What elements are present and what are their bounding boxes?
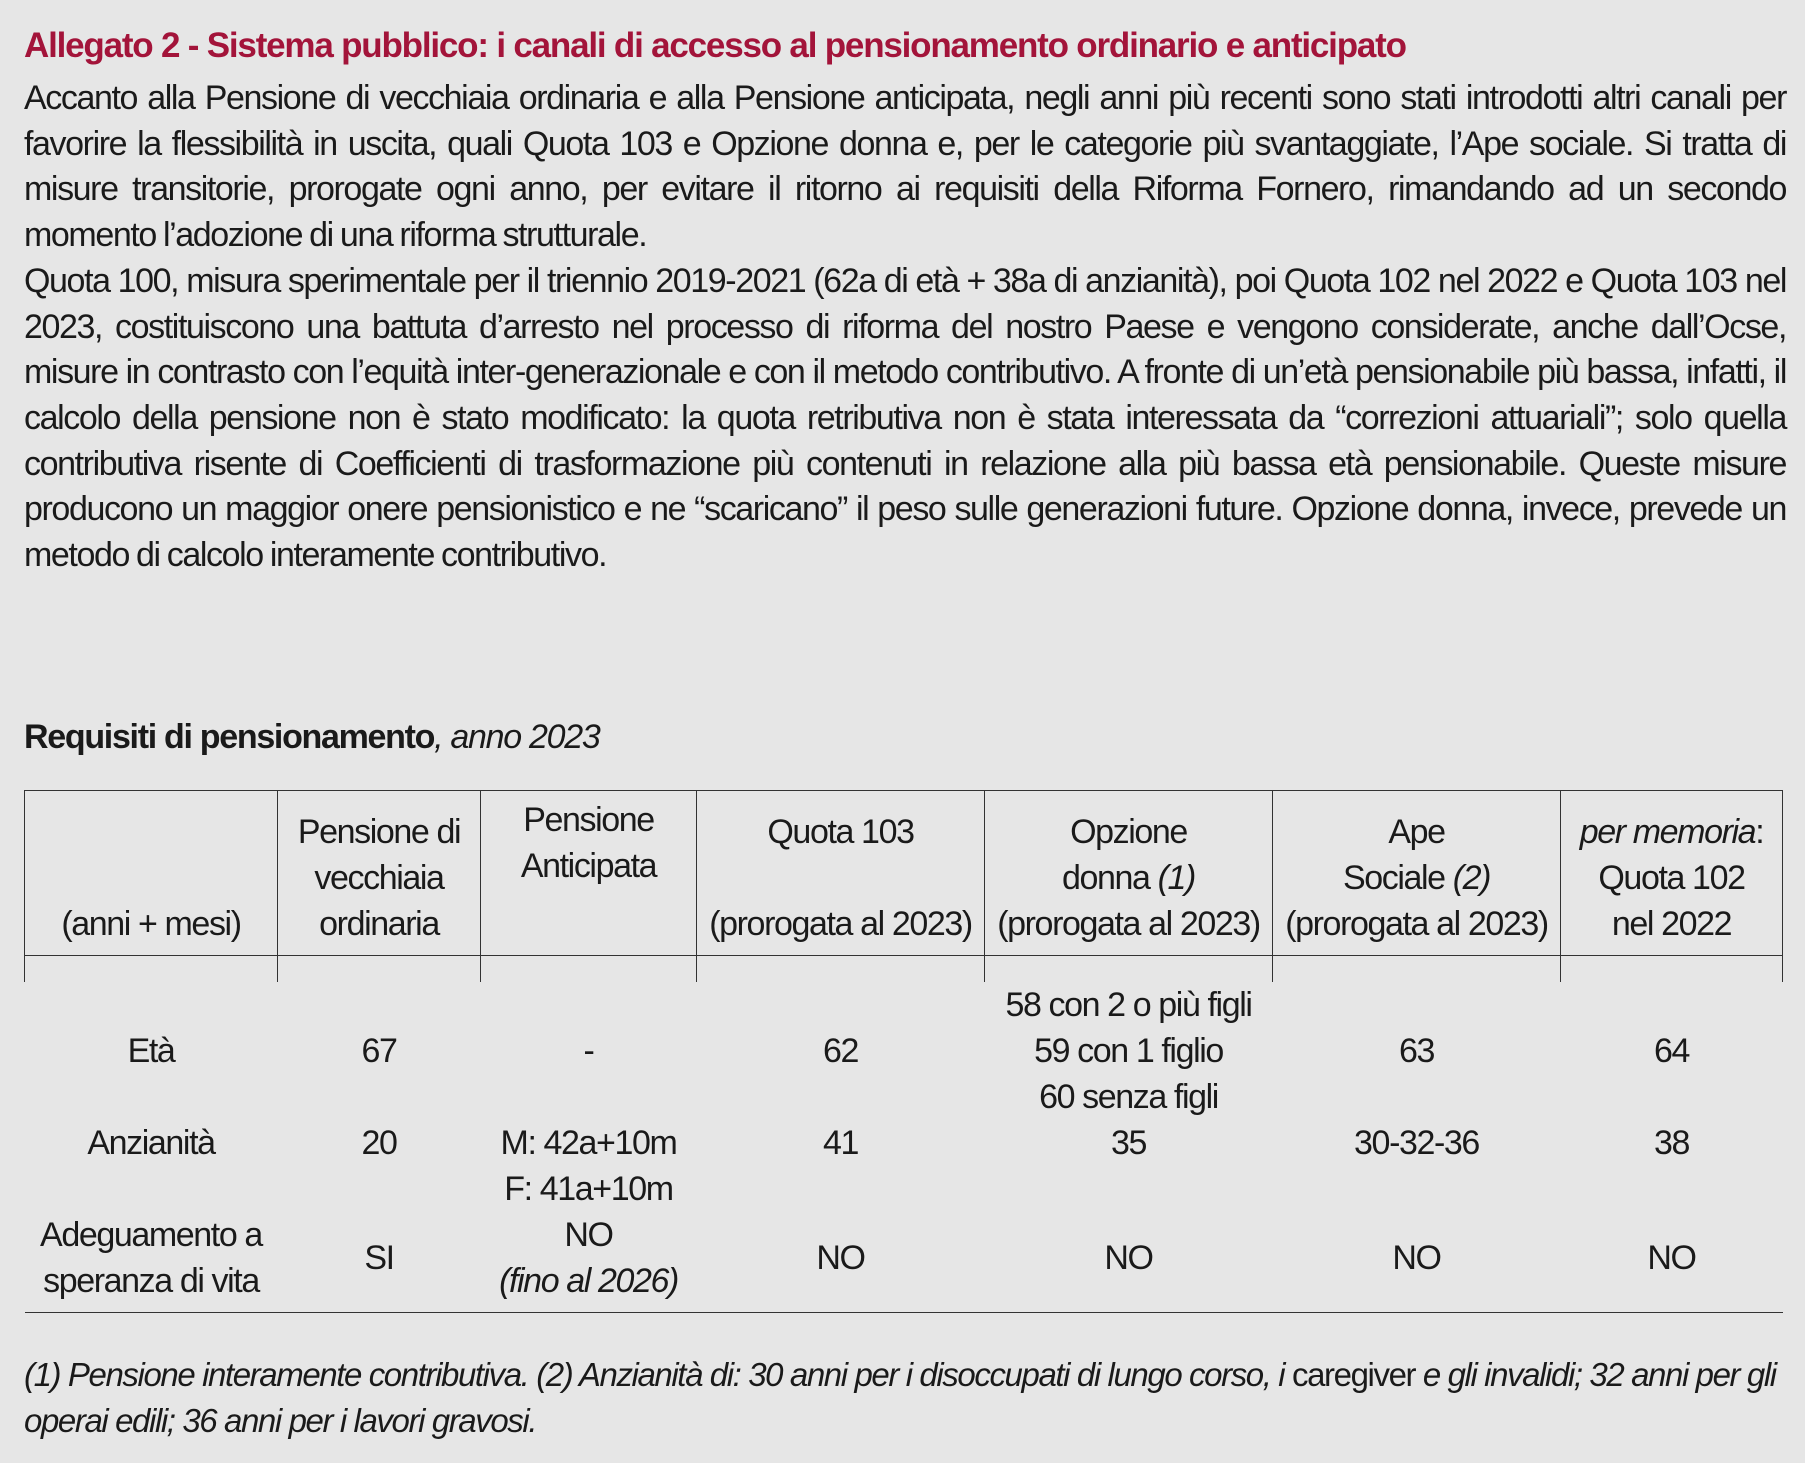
table-row-anzianita	[25, 1120, 1783, 1212]
table-spacer-row	[25, 956, 1783, 983]
cell-eta-vecchiaia: 67	[361, 1032, 397, 1070]
header-anticipata: Pensione Anticipata	[481, 791, 697, 956]
cell-adeguamento-quota-103: NO	[816, 1239, 865, 1277]
table-caption-italic: , anno 2023	[434, 718, 600, 756]
cell-anzianita-anticipata: M: 42a+10m F: 41a+10m	[500, 1124, 677, 1208]
header-ape-sociale: Ape Sociale (2) (prorogata al 2023)	[1273, 791, 1561, 956]
cell-anzianita-quota-102: 38	[1653, 1124, 1690, 1162]
header-quota-103: Quota 103 (prorogata al 2023)	[697, 791, 985, 956]
table-caption	[24, 718, 599, 757]
header-unit: (anni + mesi)	[25, 791, 278, 956]
cell-eta-ape-sociale: 63	[1398, 1032, 1435, 1070]
cell-adeguamento-quota-102: NO	[1647, 1239, 1696, 1277]
paragraph-quota: Quota 100, misura sperimentale per il triennio 2019-2021 (62a di età + 38a di anzianità), poi Quota 102 nel 2022 e Quota 103 nel 2023, costituiscono una battuta d’arresto nel processo di riforma del nostro Paese e vengono considerate, anche dall’Ocse, misure in contrasto con l’equità inter-generazionale e con il metodo contributivo. A fronte di un’età pensionabile più bassa, infatti, il calcolo della pensione non è stato modificato: la quota retributiva non è stata interessata da “correzioni attuariali”; solo quella contributiva risente di Coefficienti di trasformazione più contenuti in relazione alla più bassa età pensionabile. Queste misure producono un maggior onere pensionistico e ne “scaricano” il peso sulle generazioni future. Opzione donna, invece, prevede un metodo di calcolo interamente contributivo.	[24, 261, 1786, 575]
cell-anzianita-vecchiaia: 20	[361, 1124, 397, 1162]
cell-eta-quota-103: 62	[822, 1032, 859, 1070]
table-header-row	[25, 791, 1783, 956]
cell-eta-quota-102: 64	[1653, 1032, 1690, 1070]
table-row-eta	[25, 982, 1783, 1120]
cell-anzianita-quota-103: 41	[822, 1124, 859, 1162]
cell-adeguamento-vecchiaia: SI	[364, 1239, 394, 1277]
row-label-adeguamento: Adeguamento a speranza di vita	[40, 1216, 262, 1300]
cell-adeguamento-anticipata: NO (fino al 2026)	[499, 1216, 678, 1300]
body-text	[24, 76, 1786, 579]
cell-anzianita-ape-sociale: 30-32-36	[1354, 1124, 1479, 1162]
cell-eta-anticipata: -	[583, 1032, 594, 1070]
paragraph-intro: Accanto alla Pensione di vecchiaia ordinaria e alla Pensione anticipata, negli anni più recenti sono stati introdotti altri canali per favorire la flessibilità in uscita, quali Quota 103 e Opzione donna e, per le categorie più svantaggiate, l’Ape sociale. Si tratta di misure transitorie, prorogate ogni anno, per evitare il ritorno ai requisiti della Riforma Fornero, rimandando ad un secondo momento l’adozione di una riforma strutturale.	[24, 79, 1786, 255]
row-label-eta: Età	[127, 1032, 175, 1070]
cell-anzianita-opzione-donna: 35	[1110, 1124, 1147, 1162]
table-row-adeguamento	[25, 1212, 1783, 1313]
header-opzione-donna: Opzione donna (1) (prorogata al 2023)	[985, 791, 1273, 956]
table-caption-bold: Requisiti di pensionamento	[24, 718, 435, 756]
cell-adeguamento-ape-sociale: NO	[1392, 1239, 1441, 1277]
cell-eta-opzione-donna: 58 con 2 o più figli 59 con 1 figlio 60 senza figli	[1005, 986, 1252, 1116]
cell-adeguamento-opzione-donna: NO	[1104, 1239, 1153, 1277]
table-footnote: (1) Pensione interamente contributiva. (2) Anzianità di: 30 anni per i disoccupati di lungo corso, i caregiver e gli invalidi; 32 anni per gli operai edili; 36 anni per i lavori gravosi.	[24, 1356, 1776, 1439]
page-title: Allegato 2 - Sistema pubblico: i canali di accesso al pensionamento ordinario e anticipato	[24, 26, 1406, 65]
header-vecchiaia: Pensione di vecchiaia ordinaria	[278, 791, 481, 956]
header-quota-102: per memoria: Quota 102 nel 2022	[1561, 791, 1783, 956]
row-label-anzianita: Anzianità	[87, 1124, 215, 1162]
requirements-table	[24, 790, 1783, 1313]
